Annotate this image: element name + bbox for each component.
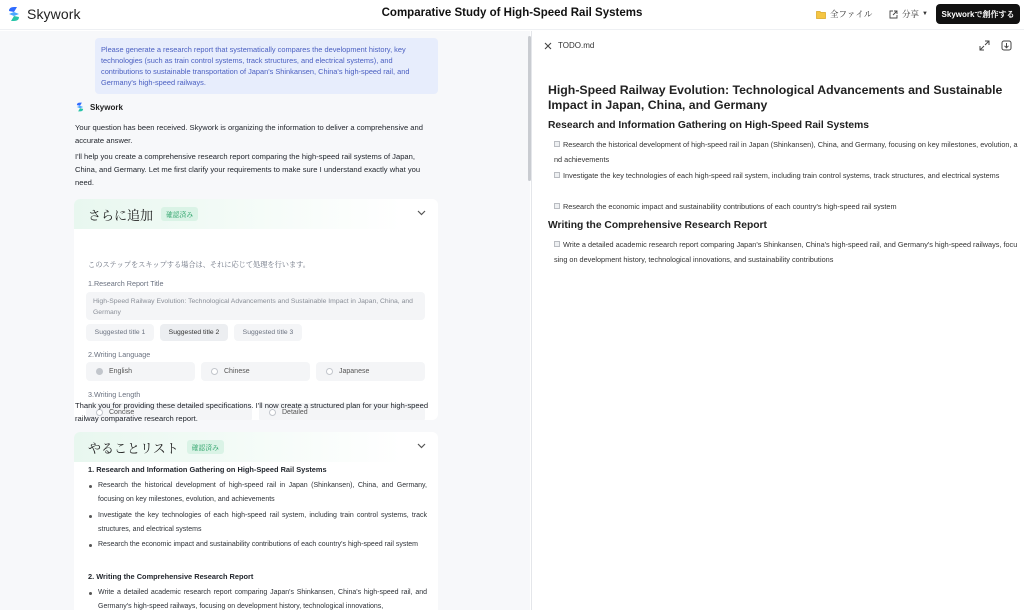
assistant-message: Thank you for providing these detailed specifications. I'll now create a structured plan for your high-speed railway comparative research report. [75,401,429,423]
skywork-logo-icon [75,102,85,112]
todo-section-heading: 1. Research and Information Gathering on High-Speed Rail Systems [88,465,327,474]
user-message: Please generate a research report that systematically compares the development history, key technologies (such as train control systems, track structures, and electrical systems), and contributions to sustainable transportation of Japan's Shinkansen, China's high-speed rail, and Germany's high-speed railways. [95,38,438,94]
card-title: やることリスト [88,440,179,456]
language-option-chinese[interactable] [201,362,310,381]
suggested-title-1[interactable]: Suggested title 1 [86,324,154,341]
report-title-input[interactable]: High-Speed Railway Evolution: Technological Advancements and Sustainable Impact in Japan, China, and Germany [86,292,425,320]
todo-task [554,137,1018,167]
suggested-title-3[interactable]: Suggested title 3 [234,324,302,341]
todo-task-text: Research the economic impact and sustainability contributions of each country's high-speed rail system [563,202,897,211]
assistant-name: Skywork [90,102,123,112]
todo-task [554,199,1018,214]
todo-item: Research the historical development of high-speed rail in Japan (Shinkansen), China, and Germany, focusing on key milestones, evolution, and achievements [98,482,427,503]
status-badge: 確認済み [187,440,224,454]
skywork-logo-icon [6,6,22,22]
share-icon [889,10,898,19]
todo-section-heading: 2. Writing the Comprehensive Research Report [88,572,254,581]
skip-note: このステップをスキップする場合は、それに応じて処理を行います。 [88,260,310,269]
option-label: Chinese [224,368,250,375]
top-header [0,0,1024,30]
chevron-down-icon[interactable] [417,210,426,216]
assistant-message: I'll help you create a comprehensive research report comparing the high-speed rail systems of Japan, China, and Germany. Let me first clarify your requirements to make sure I understand exactly what you need. [75,152,421,187]
status-badge: 確認済み [161,207,198,221]
additional-info-card [74,199,438,420]
radio-icon [211,368,218,375]
additional-info-header[interactable] [74,199,438,229]
checkbox-icon[interactable] [554,172,560,178]
chevron-down-icon: ▼ [922,11,928,17]
document-title: Comparative Study of High-Speed Rail Systems [381,7,643,19]
bullet-icon [89,485,92,488]
folder-icon [816,10,826,19]
language-option-japanese[interactable] [316,362,425,381]
assistant-header [75,102,123,112]
checkbox-icon[interactable] [554,141,560,147]
all-files-button[interactable] [816,8,872,20]
share-label: 分享 [902,9,920,19]
assistant-message: Your question has been received. Skywork is organizing the information to deliver a comprehensive and accurate answer. [75,123,423,145]
todo-task [554,168,1018,183]
close-icon[interactable] [544,42,552,50]
option-label: Concise [109,409,135,416]
file-name: TODO.md [558,41,595,50]
checkbox-icon[interactable] [554,241,560,247]
checkbox-icon[interactable] [554,203,560,209]
todo-list-header[interactable] [74,432,438,462]
question-label: 2.Writing Language [88,350,151,359]
todo-item: Research the economic impact and sustainability contributions of each country's high-speed rail system [98,541,418,548]
bullet-icon [89,592,92,595]
bullet-icon [89,515,92,518]
language-option-english[interactable] [86,362,195,381]
chat-panel [0,31,530,610]
option-label: Detailed [282,409,308,416]
expand-icon[interactable] [979,40,990,51]
todo-list-card [74,432,438,610]
download-icon[interactable] [1001,40,1012,51]
todo-task-text: Research the historical development of high-speed rail in Japan (Shinkansen), China, and Germany, focusing on key milestones, evolution, and achievements [554,140,1018,164]
todo-task-text: Investigate the key technologies of each high-speed rail system, including train control systems, track structures, and electrical systems [563,171,1000,180]
todo-item: Write a detailed academic research report comparing Japan's Shinkansen, China's high-speed rail, and Germany's high-speed railways, focusing on development history, technological innovations, [98,589,427,610]
app-name: Skywork [27,6,81,22]
question-label: 1.Research Report Title [88,279,164,288]
document-heading: High-Speed Railway Evolution: Technological Advancements and Sustainable Impact in Japan, China, and Germany [548,83,1003,112]
section-heading: Research and Information Gathering on High-Speed Rail Systems [548,120,869,131]
option-label: Japanese [339,368,370,375]
all-files-label: 全ファイル [830,9,873,19]
share-button[interactable] [889,8,928,20]
radio-icon [326,368,333,375]
card-title: さらに追加 [88,207,154,223]
chevron-down-icon[interactable] [417,443,426,449]
app-logo[interactable] [6,6,81,22]
radio-selected-icon [96,368,103,375]
bullet-icon [89,544,92,547]
todo-task [554,237,1018,267]
file-preview-panel [532,31,1024,610]
todo-item: Investigate the key technologies of each high-speed rail system, including train control systems, track structures, and electrical systems [98,512,427,533]
suggested-title-2[interactable]: Suggested title 2 [160,324,228,341]
todo-task-text: Write a detailed academic research report comparing Japan's Shinkansen, China's high-speed rail, and Germany's high-speed railways, focusing on development history, technological innovations, and sustainability contributions [554,240,1018,264]
create-with-skywork-button[interactable]: Skyworkで創作する [936,4,1020,24]
question-label: 3.Writing Length [88,390,141,399]
section-heading: Writing the Comprehensive Research Report [548,220,767,231]
option-label: English [109,368,132,375]
